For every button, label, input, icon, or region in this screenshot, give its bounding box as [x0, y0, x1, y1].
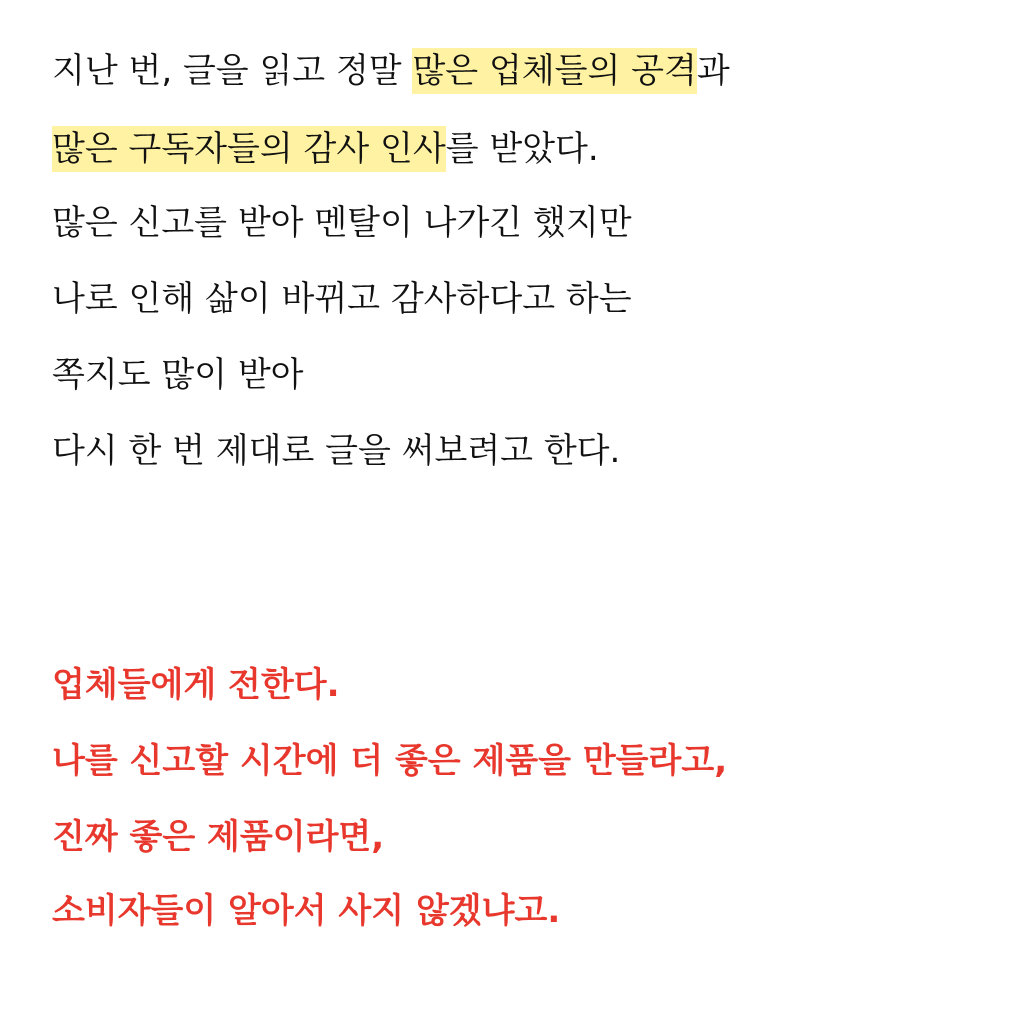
emphasis-line-4: 소비자들이 알아서 사지 않겠냐고. [52, 891, 561, 931]
text-segment: 지난 번, 글을 읽고 정말 [52, 51, 413, 91]
text-line-4: 나로 인해 삶이 바뀌고 감사하다고 하는 [52, 279, 632, 319]
emphasis-line-2: 나를 신고할 시간에 더 좋은 제품을 만들라고, [52, 741, 728, 781]
highlighted-text: 많은 업체들의 공격 [412, 48, 696, 94]
text-line-6: 다시 한 번 제대로 글을 써보려고 한다. [52, 431, 621, 471]
text-segment: 과 [696, 51, 730, 91]
text-segment: 를 받았다. [445, 129, 599, 169]
text-line-2 [52, 126, 599, 172]
text-line-3: 많은 신고를 받아 멘탈이 나가긴 했지만 [52, 203, 632, 243]
text-line-5: 쪽지도 많이 받아 [52, 355, 304, 395]
emphasis-line-1: 업체들에게 전한다. [52, 665, 340, 705]
emphasis-line-3: 진짜 좋은 제품이라면, [52, 817, 385, 857]
text-line-1 [52, 48, 730, 94]
highlighted-text: 많은 구독자들의 감사 인사 [52, 126, 446, 172]
